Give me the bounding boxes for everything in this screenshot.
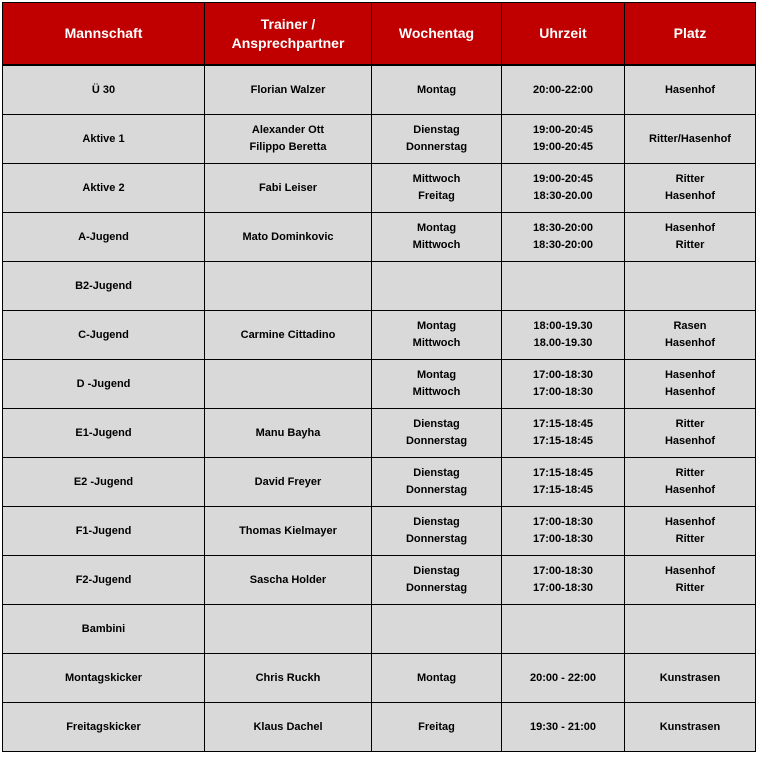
trainer-cell-line: Klaus Dachel: [253, 720, 323, 733]
field-cell-line: Hasenhof: [664, 337, 716, 349]
field-cell-line: Rasen: [673, 320, 707, 332]
time-cell: [502, 605, 625, 654]
field-cell-line: Hasenhof: [664, 83, 716, 96]
header-trainer: [205, 3, 372, 66]
time-cell-line: 17:15-18:45: [533, 418, 593, 430]
time-cell-line: 17:15-18:45: [533, 484, 593, 496]
time-cell-line: 17:00-18:30: [533, 516, 593, 528]
weekday-cell-line: Dienstag: [413, 565, 460, 577]
trainer-cell-line: David Freyer: [254, 475, 322, 488]
time-cell-line: 17:00-18:30: [533, 565, 593, 577]
trainer-cell: [205, 65, 372, 115]
weekday-cell-line: Montag: [416, 222, 457, 234]
weekday-cell-line: Mittwoch: [412, 239, 461, 251]
weekday-cell-line: Dienstag: [413, 467, 460, 479]
time-cell-line: 17:00-18:30: [533, 582, 593, 594]
trainer-cell-line: Chris Ruckh: [255, 671, 321, 684]
weekday-cell-line: Mittwoch: [412, 386, 461, 398]
field-cell: [625, 213, 756, 262]
team-cell: D -Jugend: [3, 360, 205, 409]
trainer-cell: [205, 262, 372, 311]
weekday-cell: [372, 360, 502, 409]
time-cell: [502, 409, 625, 458]
time-cell-line: 17:15-18:45: [533, 467, 593, 479]
table-row: [3, 311, 756, 360]
trainer-cell-line: Manu Bayha: [255, 426, 321, 439]
team-cell: Aktive 1: [3, 115, 205, 164]
trainer-cell: [205, 654, 372, 703]
table-row: [3, 213, 756, 262]
time-cell-line: 19:00-20:45: [533, 141, 593, 153]
trainer-cell: [205, 458, 372, 507]
time-cell-line: 17:00-18:30: [533, 369, 593, 381]
field-cell-line: Hasenhof: [664, 190, 716, 202]
field-cell-line: Ritter: [675, 467, 705, 479]
time-cell: [502, 703, 625, 752]
time-cell: [502, 164, 625, 213]
trainer-cell: [205, 311, 372, 360]
time-cell-line: 18:30-20:00: [533, 239, 593, 251]
table-row: [3, 164, 756, 213]
trainer-cell: [205, 164, 372, 213]
weekday-cell-line: Dienstag: [413, 418, 460, 430]
time-cell-line: 20:00 - 22:00: [529, 671, 597, 684]
field-cell-line: Hasenhof: [664, 386, 716, 398]
time-cell-line: 18.00-19.30: [533, 337, 593, 349]
team-cell: Freitagskicker: [3, 703, 205, 752]
field-cell: [625, 409, 756, 458]
field-cell: [625, 115, 756, 164]
weekday-cell: [372, 115, 502, 164]
trainer-cell: [205, 605, 372, 654]
field-cell: [625, 65, 756, 115]
field-cell: [625, 556, 756, 605]
table-row: [3, 65, 756, 115]
weekday-cell-line: Freitag: [418, 720, 455, 733]
table-row: [3, 654, 756, 703]
weekday-cell: [372, 65, 502, 115]
weekday-cell-line: Donnerstag: [405, 141, 468, 153]
team-cell: C-Jugend: [3, 311, 205, 360]
team-cell: Aktive 2: [3, 164, 205, 213]
time-cell: [502, 115, 625, 164]
time-cell-line: 19:30 - 21:00: [529, 720, 597, 733]
weekday-cell: [372, 703, 502, 752]
trainer-cell: [205, 360, 372, 409]
weekday-cell: [372, 164, 502, 213]
team-cell: F1-Jugend: [3, 507, 205, 556]
field-cell-line: Hasenhof: [664, 484, 716, 496]
trainer-cell-line: Sascha Holder: [249, 573, 327, 586]
table-row: [3, 409, 756, 458]
field-cell-line: Ritter: [675, 239, 705, 251]
time-cell-line: 17:00-18:30: [533, 533, 593, 545]
weekday-cell: [372, 556, 502, 605]
field-cell-line: Hasenhof: [664, 565, 716, 577]
field-cell-line: Ritter: [675, 418, 705, 430]
table-row: [3, 360, 756, 409]
weekday-cell-line: Freitag: [418, 190, 455, 202]
field-cell-line: Hasenhof: [664, 435, 716, 447]
time-cell-line: 20:00-22:00: [533, 83, 593, 96]
time-cell: [502, 262, 625, 311]
field-cell: [625, 311, 756, 360]
weekday-cell: [372, 311, 502, 360]
weekday-cell: [372, 213, 502, 262]
table-row: [3, 556, 756, 605]
trainer-cell: [205, 556, 372, 605]
weekday-cell: [372, 654, 502, 703]
time-cell-line: 17:00-18:30: [533, 386, 593, 398]
team-cell: B2-Jugend: [3, 262, 205, 311]
trainer-cell-line: Fabi Leiser: [258, 181, 318, 194]
field-cell-line: Ritter: [675, 533, 705, 545]
weekday-cell: [372, 605, 502, 654]
weekday-cell-line: Dienstag: [413, 516, 460, 528]
time-cell-line: 19:00-20:45: [533, 124, 593, 136]
weekday-cell-line: Donnerstag: [405, 582, 468, 594]
table-row: [3, 605, 756, 654]
header-team: Mannschaft: [3, 3, 205, 66]
team-cell: E2 -Jugend: [3, 458, 205, 507]
field-cell: [625, 262, 756, 311]
field-cell-line: Kunstrasen: [659, 720, 721, 733]
field-cell-line: Hasenhof: [664, 369, 716, 381]
field-cell: [625, 164, 756, 213]
time-cell: [502, 311, 625, 360]
time-cell: [502, 507, 625, 556]
trainer-cell-line: Carmine Cittadino: [240, 328, 336, 341]
time-cell-line: 19:00-20:45: [533, 173, 593, 185]
header-field: Platz: [625, 3, 756, 66]
field-cell: [625, 605, 756, 654]
weekday-cell: [372, 458, 502, 507]
field-cell: [625, 507, 756, 556]
table-row: [3, 262, 756, 311]
trainer-cell-line: Florian Walzer: [250, 83, 326, 96]
field-cell: [625, 703, 756, 752]
table-row: [3, 507, 756, 556]
weekday-cell-line: Donnerstag: [405, 533, 468, 545]
field-cell: [625, 458, 756, 507]
weekday-cell-line: Donnerstag: [405, 435, 468, 447]
weekday-cell-line: Donnerstag: [405, 484, 468, 496]
team-cell: A-Jugend: [3, 213, 205, 262]
time-cell-line: 17:15-18:45: [533, 435, 593, 447]
team-cell: Montagskicker: [3, 654, 205, 703]
field-cell-line: Kunstrasen: [659, 671, 721, 684]
table-row: [3, 703, 756, 752]
header-row: [3, 3, 756, 66]
weekday-cell: [372, 262, 502, 311]
trainer-cell: [205, 409, 372, 458]
weekday-cell-line: Dienstag: [413, 124, 460, 136]
field-cell: [625, 654, 756, 703]
header-time: Uhrzeit: [502, 3, 625, 66]
time-cell: [502, 360, 625, 409]
trainer-cell: [205, 507, 372, 556]
weekday-cell-line: Montag: [416, 320, 457, 332]
trainer-cell-line: Mato Dominkovic: [242, 230, 334, 243]
trainer-cell-line: Thomas Kielmayer: [239, 524, 337, 537]
weekday-cell-line: Montag: [416, 671, 457, 684]
time-cell-line: 18:30-20.00: [533, 190, 593, 202]
training-schedule-table: [2, 2, 756, 752]
weekday-cell-line: Mittwoch: [412, 337, 461, 349]
table-row: [3, 115, 756, 164]
team-cell: Ü 30: [3, 65, 205, 115]
time-cell-line: 18:00-19.30: [533, 320, 593, 332]
field-cell-line: Hasenhof: [664, 222, 716, 234]
field-cell: [625, 360, 756, 409]
time-cell: [502, 213, 625, 262]
time-cell: [502, 556, 625, 605]
weekday-cell: [372, 409, 502, 458]
team-cell: Bambini: [3, 605, 205, 654]
field-cell-line: Ritter/Hasenhof: [649, 132, 731, 145]
field-cell-line: Ritter: [675, 582, 705, 594]
time-cell: [502, 65, 625, 115]
field-cell-line: Ritter: [675, 173, 705, 185]
table-row: [3, 458, 756, 507]
time-cell: [502, 458, 625, 507]
field-cell-line: Hasenhof: [664, 516, 716, 528]
trainer-cell: [205, 213, 372, 262]
header-trainer-line2: Ansprechpartner: [231, 34, 345, 51]
weekday-cell-line: Montag: [416, 83, 457, 96]
weekday-cell-line: Mittwoch: [412, 173, 461, 185]
team-cell: F2-Jugend: [3, 556, 205, 605]
weekday-cell: [372, 507, 502, 556]
trainer-cell: [205, 703, 372, 752]
time-cell-line: 18:30-20:00: [533, 222, 593, 234]
header-weekday: Wochentag: [372, 3, 502, 66]
team-cell: E1-Jugend: [3, 409, 205, 458]
trainer-cell-line: Alexander Ott: [251, 124, 325, 136]
trainer-cell: [205, 115, 372, 164]
weekday-cell-line: Montag: [416, 369, 457, 381]
time-cell: [502, 654, 625, 703]
header-trainer-line1: Trainer /: [260, 15, 316, 32]
trainer-cell-line: Filippo Beretta: [249, 141, 327, 153]
